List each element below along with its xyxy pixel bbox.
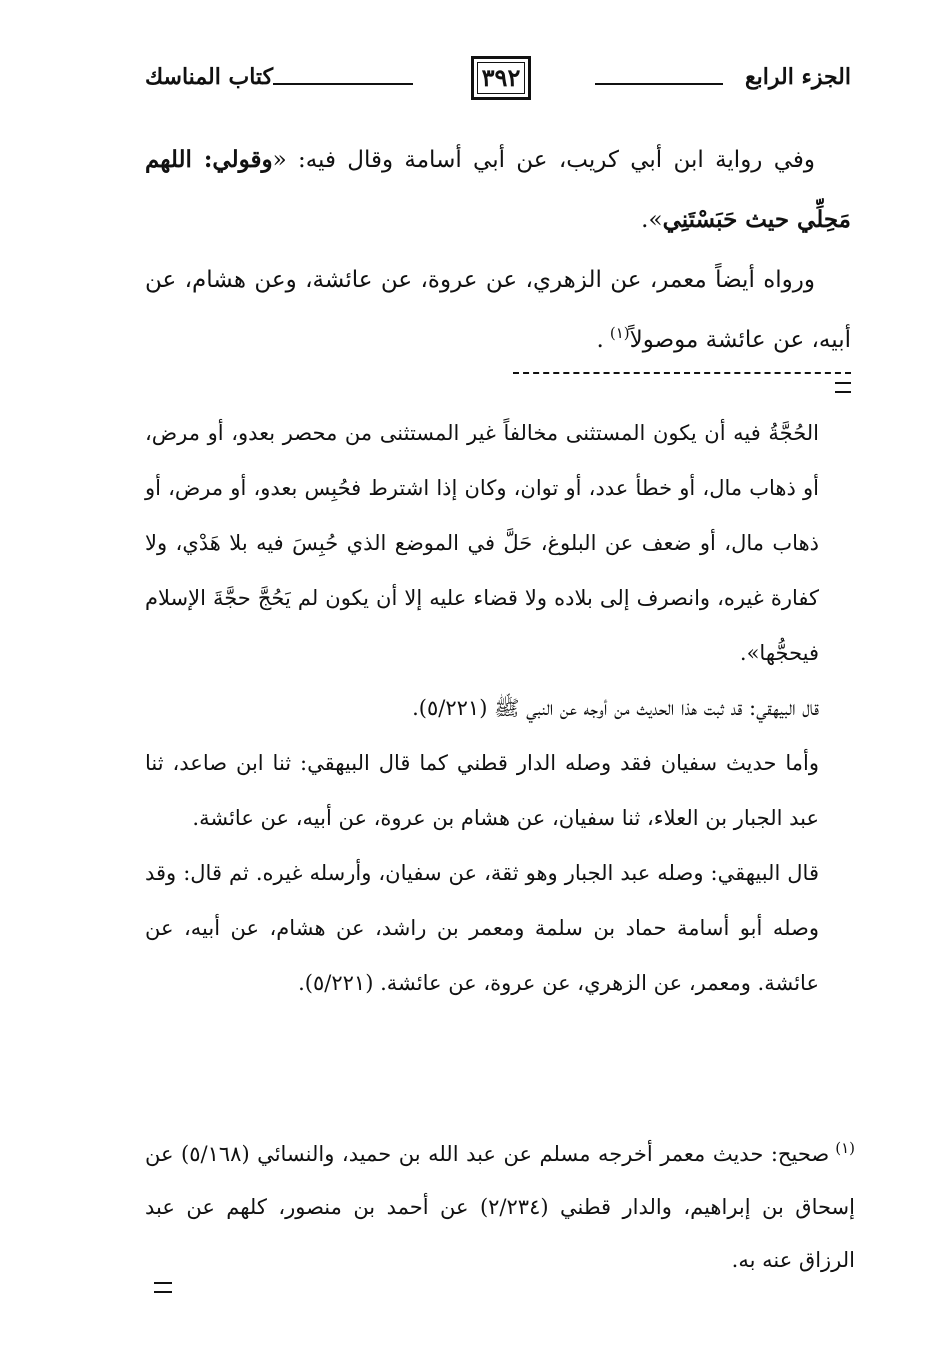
footnote-reference: (١) bbox=[609, 324, 630, 343]
footnote-separator bbox=[145, 372, 851, 396]
paragraph-text: . bbox=[596, 327, 604, 353]
paragraph-text: ». bbox=[641, 207, 663, 233]
note-paragraph-2: قال البيهقي: قد ثبت هذا الحديث من أوجه عن النبي ﷺ (٥/٢٢١). bbox=[412, 696, 819, 720]
page-header bbox=[145, 56, 851, 106]
footnote-number: (١) bbox=[835, 1139, 855, 1157]
continued-notes bbox=[145, 406, 819, 1011]
header-rule-right bbox=[595, 83, 723, 85]
page-number: ٣٩٢ bbox=[471, 56, 531, 100]
footnote-paragraph bbox=[145, 1128, 855, 1287]
continuation-mark bbox=[835, 382, 851, 393]
header-rule-left bbox=[273, 83, 413, 85]
main-paragraph-1 bbox=[145, 130, 851, 250]
dashed-rule bbox=[513, 372, 851, 374]
paragraph-text: وفي رواية ابن أبي كريب، عن أبي أسامة وقال فيه: « bbox=[272, 147, 815, 173]
quoted-supplication: وقولي: اللهم مَحِلِّي حيث حَبَسْتَنِي bbox=[145, 146, 851, 233]
volume-label: الجزء الرابع bbox=[744, 64, 851, 90]
note-paragraph-4: قال البيهقي: وصله عبد الجبار وهو ثقة، عن سفيان، وأرسله غيره. ثم قال: وقد وصله أبو أسامة حماد بن سلمة ومعمر بن راشد، عن هشام، عن أبيه، عن عائشة. ومعمر، عن الزهري، عن عروة، عن عائشة. (٥/٢٢١). bbox=[145, 861, 819, 995]
book-title: كتاب المناسك bbox=[145, 64, 274, 90]
footnote bbox=[145, 1128, 855, 1287]
note-paragraph-3: وأما حديث سفيان فقد وصله الدار قطني كما قال البيهقي: ثنا ابن صاعد، ثنا عبد الجبار بن العلاء، ثنا سفيان، عن هشام بن عروة، عن أبيه، عن عائشة. bbox=[145, 751, 819, 830]
paragraph-text: ورواه أيضاً معمر، عن الزهري، عن عروة، عن عائشة، وعن هشام، عن أبيه، عن عائشة موصولاً bbox=[145, 267, 851, 353]
footnote-text: صحيح: حديث معمر أخرجه مسلم عن عبد الله بن حميد، والنسائي (٥/١٦٨) عن إسحاق بن إبراهيم، والدار قطني (٢/٢٣٤) عن أحمد بن منصور، كلهم عن عبد الرزاق عنه به. bbox=[145, 1142, 855, 1272]
note-paragraph-1: الحُجَّةُ فيه أن يكون المستثنى مخالفاً غير المستثنى من محصر بعدو، أو مرض، أو ذهاب مال، أو خطأ عدد، أو توان، وكان إذا اشترط فحُبِس بعدو، أو مرض، أو ذهاب مال، أو ضعف عن البلوغ، حَلَّ في الموضع الذي حُبِسَ فيه بلا هَدْي، ولا كفارة غيره، وانصرف إلى بلاده ولا قضاء عليه إلا أن يكون لم يَحُجَّ حجَّةَ الإسلام فيحجُّها». bbox=[145, 421, 819, 665]
main-paragraph-2 bbox=[145, 250, 851, 370]
continuation-mark-bottom bbox=[154, 1282, 172, 1293]
main-text bbox=[145, 130, 851, 370]
